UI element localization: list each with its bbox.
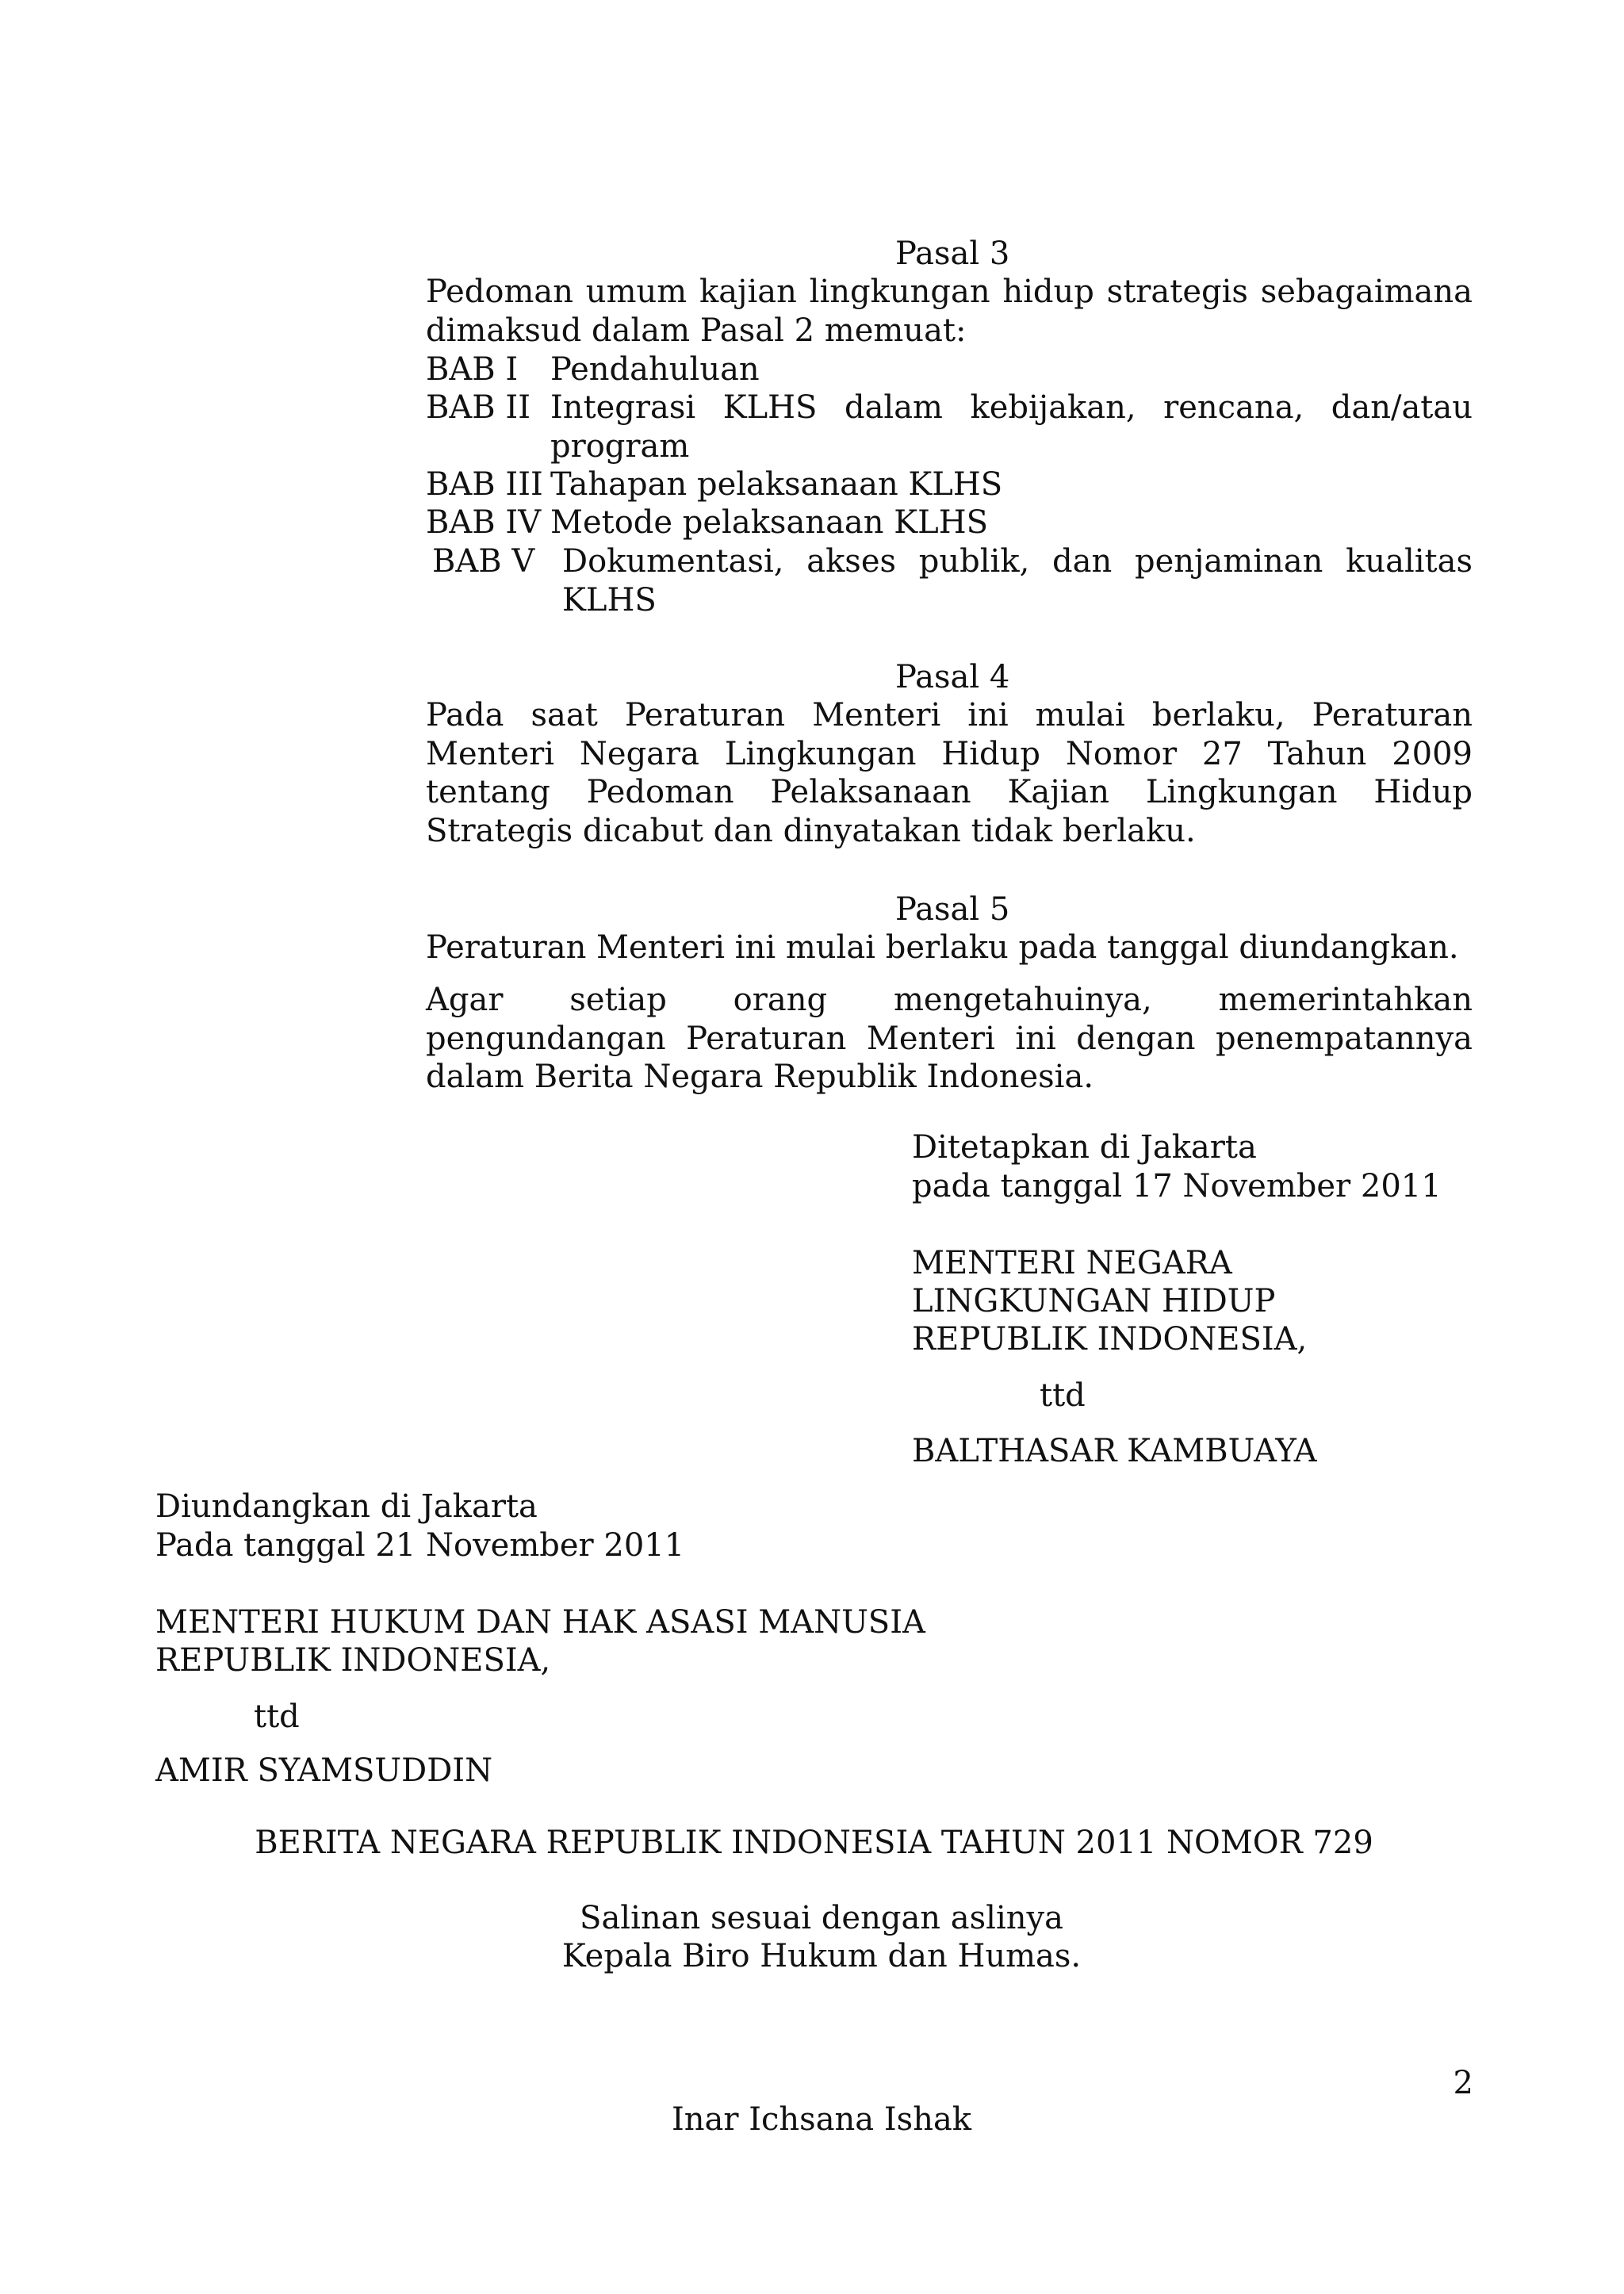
certifier-name: Inar Ichsana Ishak [671, 2101, 972, 2138]
certification-line: Salinan sesuai dengan aslinya [580, 1900, 1063, 1936]
promulgation-office-line: REPUBLIK INDONESIA, [155, 1642, 551, 1679]
page-number: 2 [1453, 2065, 1473, 2101]
enactment-office-line: MENTERI NEGARA [912, 1245, 1232, 1281]
chapter-item [426, 465, 1473, 504]
enactment-signature-mark: ttd [1040, 1377, 1086, 1414]
pasal-3-intro: Pedoman umum kajian lingkungan hidup strategis sebagaimana dimaksud dalam Pasal 2 memuat: [426, 274, 1473, 349]
certification-line: Kepala Biro Hukum dan Humas. [561, 1938, 1082, 1974]
chapter-item [426, 350, 1473, 389]
enactment-signatory-name: BALTHASAR KAMBUAYA [912, 1433, 1317, 1469]
enactment-place: Ditetapkan di Jakarta [912, 1129, 1257, 1166]
chapter-item [426, 542, 1473, 619]
promulgation-order: Agar setiap orang mengetahuinya, memerintahkan pengundangan Peraturan Menteri ini dengan penempatannya dalam Berita Negara Republik Indonesia. [426, 982, 1473, 1095]
chapter-label: BAB II [426, 389, 530, 426]
chapter-item [426, 504, 1473, 542]
chapter-label: BAB IV [426, 504, 542, 541]
chapter-item [426, 389, 1473, 465]
promulgation-signature-mark: ttd [254, 1698, 300, 1735]
chapter-title: Integrasi KLHS dalam kebijakan, rencana, dan/atau program [550, 389, 1473, 465]
promulgation-place: Diundangkan di Jakarta [155, 1488, 538, 1525]
pasal-4-text: Pada saat Peraturan Menteri ini mulai berlaku, Peraturan Menteri Negara Lingkungan Hidup Nomor 27 Tahun 2009 tentang Pedoman Pelaksanaan Kajian Lingkungan Hidup Strategis dicabut dan dinyatakan tidak berlaku. [426, 697, 1473, 849]
pasal-5-heading: Pasal 5 [895, 891, 1010, 928]
promulgation-signatory-name: AMIR SYAMSUDDIN [155, 1752, 493, 1789]
chapter-title: Metode pelaksanaan KLHS [550, 504, 988, 541]
enactment-office-line: LINGKUNGAN HIDUP [912, 1283, 1276, 1319]
promulgation-date: Pada tanggal 21 November 2011 [155, 1527, 685, 1564]
pasal-4-heading: Pasal 4 [895, 659, 1010, 695]
enactment-office-line: REPUBLIK INDONESIA, [912, 1321, 1308, 1358]
chapter-label: BAB I [426, 351, 519, 388]
gazette-reference: BERITA NEGARA REPUBLIK INDONESIA TAHUN 2011 NOMOR 729 [255, 1825, 1373, 1861]
chapter-label: BAB III [426, 466, 543, 503]
chapter-title: Dokumentasi, akses publik, dan penjaminan kualitas KLHS [562, 543, 1473, 618]
chapter-title: Tahapan pelaksanaan KLHS [550, 466, 1003, 503]
pasal-3-heading: Pasal 3 [895, 236, 1010, 272]
chapter-label: BAB V [432, 543, 535, 580]
promulgation-office-line: MENTERI HUKUM DAN HAK ASASI MANUSIA [155, 1604, 925, 1641]
pasal-5-text: Peraturan Menteri ini mulai berlaku pada tanggal diundangkan. [426, 929, 1459, 966]
chapter-title: Pendahuluan [550, 351, 760, 388]
enactment-date: pada tanggal 17 November 2011 [912, 1168, 1442, 1204]
